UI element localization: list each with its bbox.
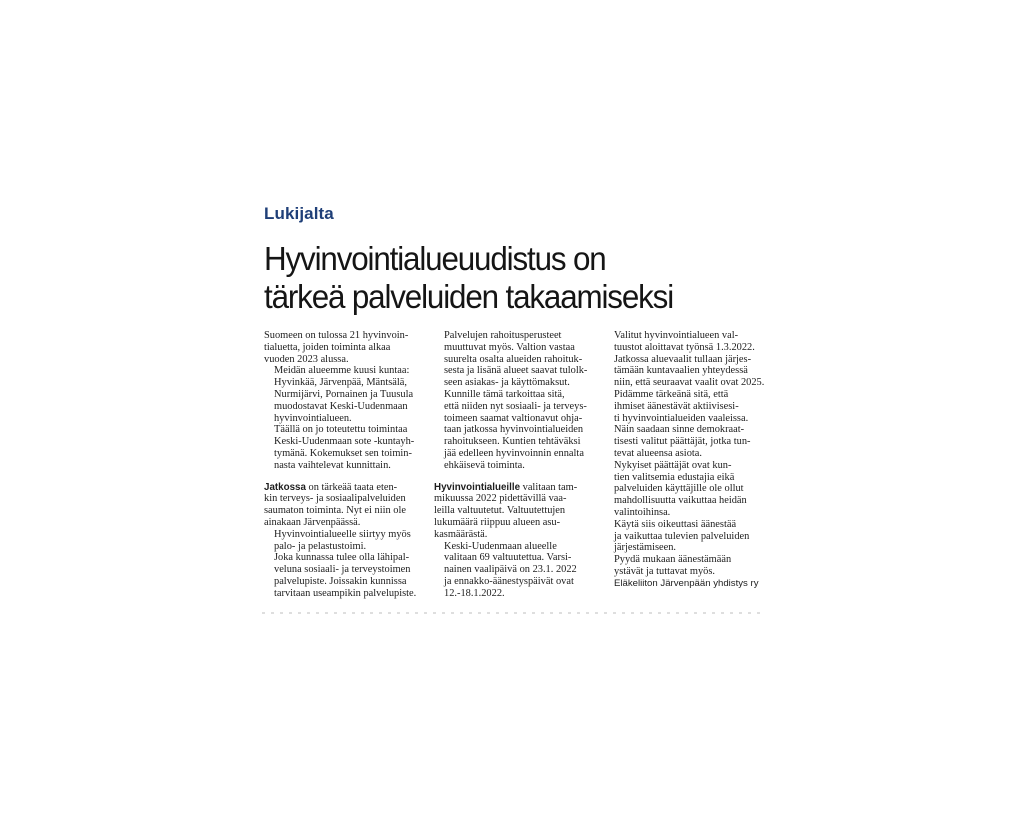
paragraph xyxy=(264,424,419,471)
text-line: niin, että seuraavat vaalit ovat 2025. xyxy=(614,377,765,389)
text-line: leilla valtuutetut. Valtuutettujen xyxy=(434,505,566,517)
paragraph xyxy=(434,330,589,389)
text-line: lukumäärä riippuu alueen asu- xyxy=(434,516,561,528)
text-line: valitaan tam- xyxy=(520,481,578,493)
text-line: valintoihinsa. xyxy=(614,506,671,518)
text-line: veluna sosiaali- ja terveystoimen xyxy=(274,564,411,576)
text-line: palvelupiste. Joissakin kunnissa xyxy=(274,575,407,587)
text-line: ystävät ja tuttavat myös. xyxy=(614,565,715,577)
text-line: taan jatkossa hyvinvointialueiden xyxy=(444,424,584,436)
paragraph xyxy=(604,389,764,460)
headline-line-2: tärkeä palveluiden takaamiseksi xyxy=(264,278,674,315)
text-line: ehkäisevä toiminta. xyxy=(444,459,525,471)
text-line: ainakaan Järvenpäässä. xyxy=(264,516,361,528)
text-line: nainen vaalipäivä on 23.1. 2022 xyxy=(444,564,577,576)
text-line: tialuetta, joiden toiminta alkaa xyxy=(264,341,391,353)
text-line: Pidämme tärkeänä sitä, että xyxy=(614,388,729,400)
text-line: tarvitaan useampikin palvelupiste. xyxy=(274,587,417,599)
text-line: ti hyvinvointialueiden vaaleissa. xyxy=(614,412,749,424)
text-line: Suomeen on tulossa 21 hyvinvoin- xyxy=(264,330,409,341)
paragraph xyxy=(264,552,419,599)
text-line: Kunnille tämä tarkoittaa sitä, xyxy=(444,388,565,400)
paragraph xyxy=(434,389,589,472)
text-line: Valitut hyvinvointialueen val- xyxy=(614,330,739,341)
lead-in: Jatkossa xyxy=(264,481,306,493)
text-line: Keski-Uudenmaan sote -kuntayh- xyxy=(274,436,415,448)
paragraph xyxy=(264,330,419,365)
text-line: kasmäärästä. xyxy=(434,528,488,540)
author-signature: Eläkeliiton Järvenpään yhdistys ry xyxy=(614,577,759,589)
text-line: tevat alueensa asiota. xyxy=(614,447,702,459)
text-line: valitaan 69 valtuutettua. Varsi- xyxy=(444,552,572,564)
text-line: jää edelleen hyvinvoinnin ennalta xyxy=(444,447,584,459)
headline xyxy=(264,240,739,316)
paragraph xyxy=(434,541,589,600)
text-line: Jatkossa aluevaalit tullaan järjes- xyxy=(614,353,752,365)
paragraph xyxy=(604,554,764,578)
article-column-1 xyxy=(264,330,419,600)
text-line: Näin saadaan sinne demokraat- xyxy=(614,424,745,436)
text-line: palo- ja pelastustoimi. xyxy=(274,540,367,552)
text-line: Hyvinkää, Järvenpää, Mäntsälä, xyxy=(274,377,408,389)
headline-line-1: Hyvinvointialueuudistus on xyxy=(264,240,606,277)
text-line: kin terveys- ja sosiaalipalveluiden xyxy=(264,493,406,505)
paragraph xyxy=(604,330,764,389)
text-line: Hyvinvointialueelle siirtyy myös xyxy=(274,528,411,540)
text-line: hyvinvointialueen. xyxy=(274,412,352,424)
text-line: muuttuvat myös. Valtion vastaa xyxy=(444,341,575,353)
text-line: mikuussa 2022 pidettävillä vaa- xyxy=(434,493,567,505)
text-line: Käytä siis oikeuttasi äänestää xyxy=(614,518,737,530)
text-line: Joka kunnassa tulee olla lähipal- xyxy=(274,552,410,564)
scan-edge-noise xyxy=(262,612,766,614)
text-line: että niiden nyt sosiaali- ja terveys- xyxy=(444,400,587,412)
paragraph xyxy=(604,519,764,554)
text-line: vuoden 2023 alussa. xyxy=(264,353,349,365)
text-line: saumaton toiminta. Nyt ei niin ole xyxy=(264,505,406,517)
paragraph xyxy=(434,482,589,541)
text-line: Meidän alueemme kuusi kuntaa: xyxy=(274,365,410,377)
text-line: Palvelujen rahoitusperusteet xyxy=(444,330,562,341)
text-line: tuustot aloittavat työnsä 1.3.2022. xyxy=(614,341,755,353)
text-line: on tärkeää taata eten- xyxy=(305,481,398,493)
paragraph xyxy=(264,365,419,424)
text-line: muodostavat Keski-Uudenmaan xyxy=(274,400,408,412)
lead-in: Hyvinvointialueille xyxy=(434,481,521,493)
text-line: sesta ja lisänä alueet saavat tulolk- xyxy=(444,365,588,377)
paragraph xyxy=(604,460,764,519)
text-line: Keski-Uudenmaan alueelle xyxy=(444,540,557,552)
newspaper-clipping xyxy=(262,198,766,618)
text-line: järjestämiseen. xyxy=(614,542,677,554)
paragraph xyxy=(264,482,419,529)
text-line: nasta vaihtelevat kunnittain. xyxy=(274,459,391,471)
text-line: ihmiset äänestävät aktiivisesi- xyxy=(614,400,739,412)
text-line: tymänä. Kokemukset sen toimin- xyxy=(274,447,412,459)
section-label: Lukijalta xyxy=(264,204,334,223)
text-line: tämään kuntavaalien yhteydessä xyxy=(614,365,748,377)
text-line: seen asiakas- ja käyttömaksut. xyxy=(444,377,570,389)
text-line: rahoitukseen. Kuntien tehtäväksi xyxy=(444,436,581,448)
text-line: 12.-18.1.2022. xyxy=(444,587,505,599)
text-line: toimeen saamat valtionavut ohja- xyxy=(444,412,583,424)
text-line: tisesti valitut päättäjät, jotka tun- xyxy=(614,436,751,448)
text-line: Nykyiset päättäjät ovat kun- xyxy=(614,459,732,471)
text-line: tien valitsemia edustajia eikä xyxy=(614,471,735,483)
paragraph xyxy=(264,529,419,553)
text-line: suurelta osalta alueiden rahoituk- xyxy=(444,353,583,365)
text-line: Nurmijärvi, Pornainen ja Tuusula xyxy=(274,388,414,400)
article-column-3 xyxy=(604,330,764,590)
article-column-2 xyxy=(434,330,589,600)
text-line: mahdollisuutta vaikuttaa heidän xyxy=(614,495,747,507)
text-line: Täällä on jo toteutettu toimintaa xyxy=(274,424,408,436)
text-line: ja ennakko-äänestyspäivät ovat xyxy=(444,575,574,587)
text-line: Pyydä mukaan äänestämään xyxy=(614,554,732,566)
text-line: palveluiden käyttäjille ole ollut xyxy=(614,483,744,495)
text-line: ja vaikuttaa tulevien palveluiden xyxy=(614,530,750,542)
